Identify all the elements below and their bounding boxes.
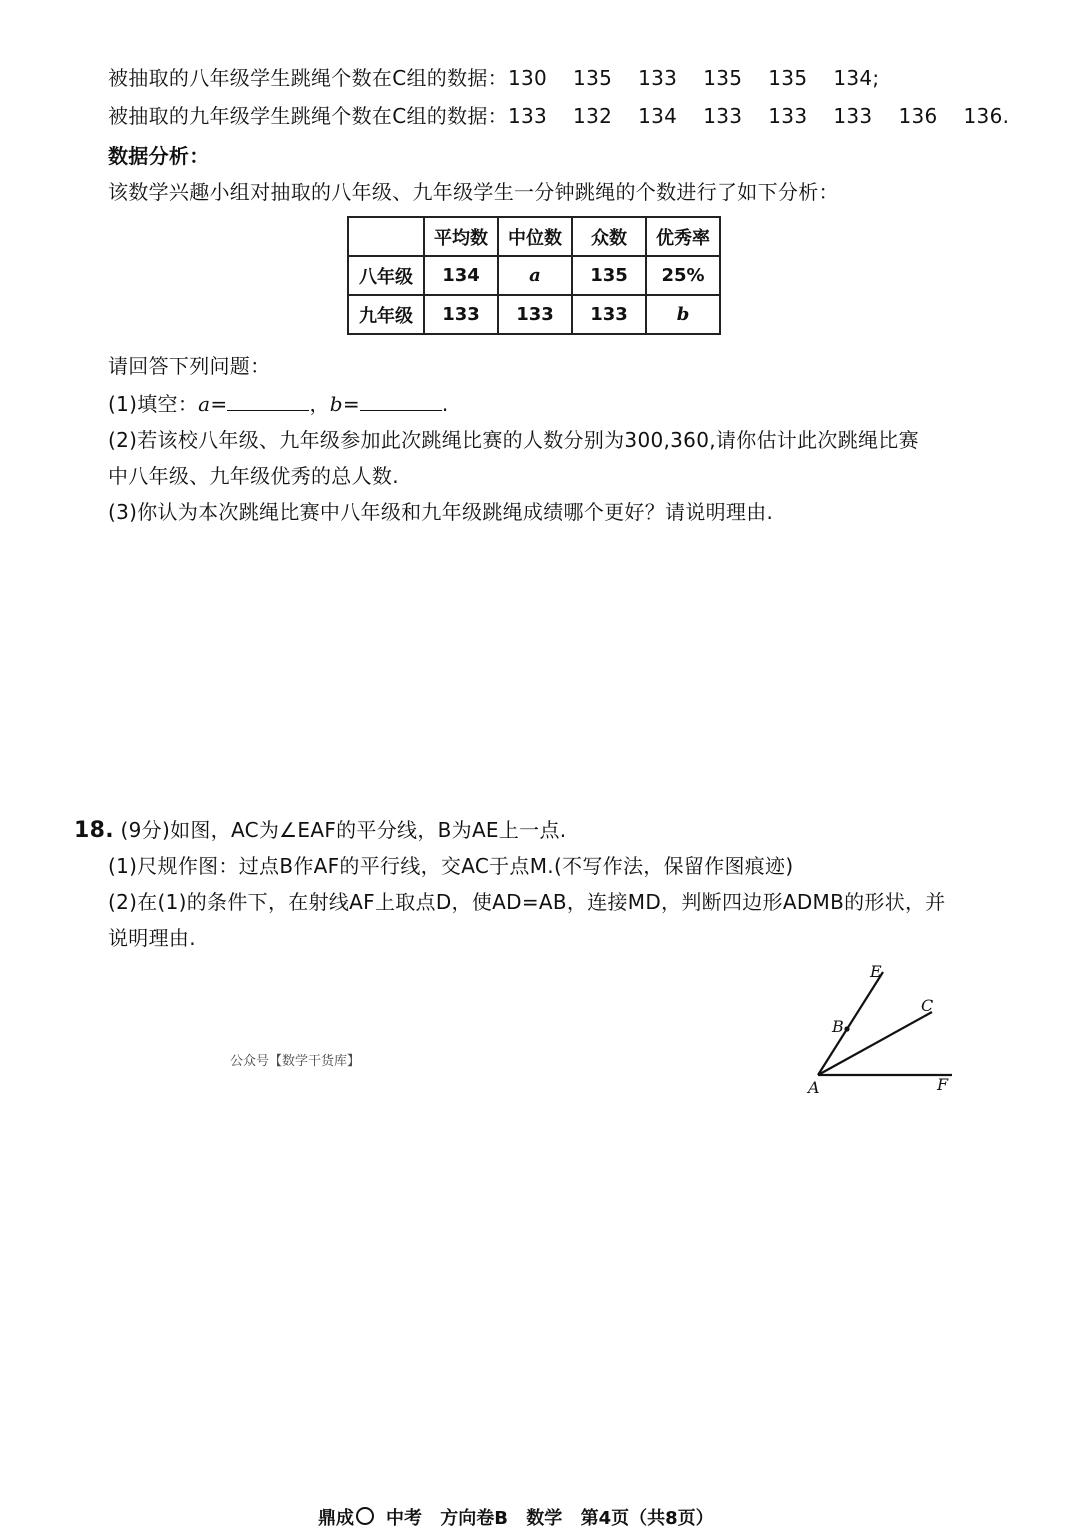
table-row [348,295,720,334]
question-number: 18. [74,818,114,843]
question-2-line1: (2)若该校八年级、九年级参加此次跳绳比赛的人数分别为300,360,请你估计此次跳绳比赛 [108,428,919,452]
q1-var-b: b [329,392,343,416]
question-18-part2-line2: 说明理由. [108,926,196,950]
table-cell: 133 [498,295,572,334]
table-row-label: 九年级 [348,295,424,334]
grade9-value: 133 [833,104,873,128]
table-header-cell: 优秀率 [646,217,720,256]
label-b: B [832,1017,844,1036]
label-a: A [808,1078,820,1097]
grade9-value: 132 [573,104,613,128]
question-18-text: (9分)如图，AC为∠EAF的平分线，B为AE上一点. [120,818,567,842]
label-c: C [921,996,934,1015]
answer-blank-a[interactable] [227,392,309,411]
question-18-part2-line1: (2)在(1)的条件下，在射线AF上取点D，使AD=AB，连接MD，判断四边形ADMB的形状，并 [108,890,946,914]
grade9-value: 133 [507,104,548,128]
point-b-dot [844,1026,849,1031]
q1-separator: ， [309,392,330,416]
paper-label: 方向卷B [440,1508,509,1529]
stats-table [347,216,721,335]
grade9-value: 136 [898,104,938,128]
grade9-data-line [108,102,1035,130]
table-row [348,256,720,295]
grade8-value: 135 [703,66,743,90]
page-footer [318,1504,726,1530]
brand-logo-icon [356,1507,374,1525]
table-cell: 135 [572,256,646,295]
label-e: E [870,962,882,981]
q1-equals: = [210,392,228,416]
brand-left: 鼎成 [318,1508,354,1529]
ray-ae [818,972,883,1075]
table-header-cell: 众数 [572,217,646,256]
question-18-stem [74,816,566,845]
grade9-value: 133 [703,104,743,128]
analysis-intro: 该数学兴趣小组对抽取的八年级、九年级学生一分钟跳绳的个数进行了如下分析： [108,180,839,204]
answer-blank-b[interactable] [360,392,442,411]
table-row-label: 八年级 [348,256,424,295]
angle-figure [800,955,970,1100]
analysis-heading: 数据分析： [108,144,210,168]
question-3: (3)你认为本次跳绳比赛中八年级和九年级跳绳成绩哪个更好？请说明理由. [108,500,774,524]
table-header-cell [348,217,424,256]
question-1 [108,390,449,418]
grade8-data-line [108,64,905,92]
table-cell: 25% [646,256,720,295]
grade8-data-label: 被抽取的八年级学生跳绳个数在C组的数据： [108,66,508,90]
grade8-value: 133 [638,66,678,90]
table-cell: a [498,256,572,295]
label-f: F [937,1075,949,1094]
grade8-value: 135 [768,66,808,90]
grade9-value: 134 [638,104,678,128]
grade9-value: 133 [768,104,808,128]
table-cell: b [646,295,720,334]
question-18-part1: (1)尺规作图：过点B作AF的平行线，交AC于点M.(不写作法，保留作图痕迹) [108,854,794,878]
grade9-data-label: 被抽取的九年级学生跳绳个数在C组的数据： [108,104,508,128]
watermark-text: 公众号【数学干货库】 [230,1054,361,1069]
table-header-row [348,217,720,256]
table-cell: 133 [572,295,646,334]
brand-right: 中考 [386,1508,422,1529]
table-cell: 133 [424,295,498,334]
question-2-line2: 中八年级、九年级优秀的总人数. [108,464,399,488]
q1-end: . [441,392,449,416]
grade8-value: 134; [833,66,880,90]
grade9-value: 136. [963,104,1010,128]
subject-label: 数学 [526,1508,563,1529]
q1-label: (1)填空： [108,392,199,416]
table-header-cell: 平均数 [424,217,498,256]
questions-prompt: 请回答下列问题： [108,354,271,378]
grade8-value: 130 [507,66,548,90]
page-number: 第4页（共8页） [580,1508,714,1529]
table-header-cell: 中位数 [498,217,572,256]
table-cell: 134 [424,256,498,295]
q1-var-a: a [198,392,211,416]
q1-equals: = [342,392,360,416]
grade8-value: 135 [573,66,613,90]
